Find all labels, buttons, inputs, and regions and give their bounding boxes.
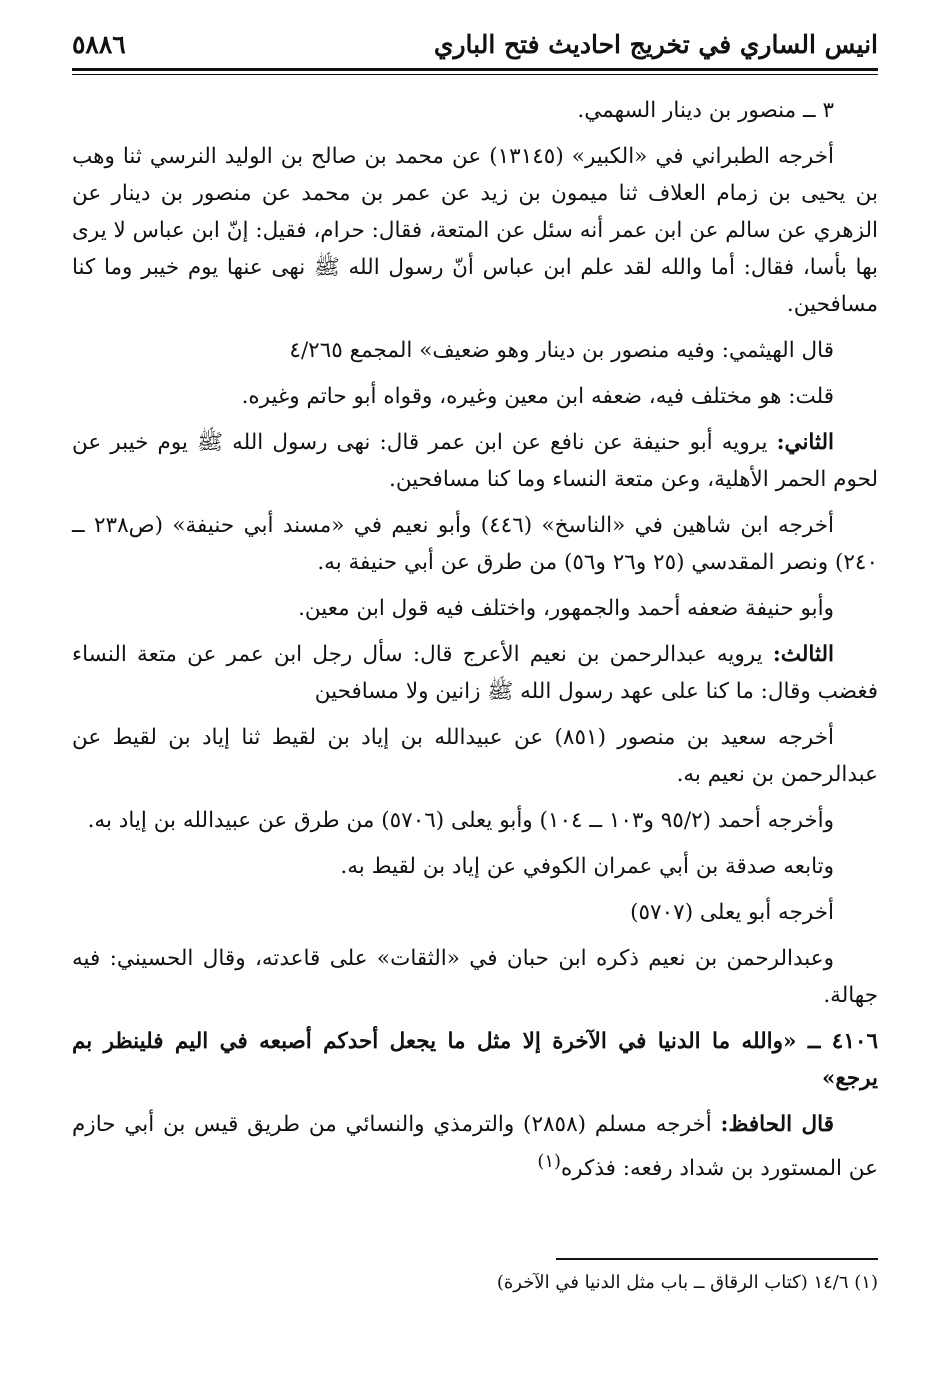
paragraph-haythami: قال الهيثمي: وفيه منصور بن دينار وهو ضعيف» المجمع ٤/٢٦٥	[289, 338, 834, 363]
paragraph-ahmad: وأخرجه أحمد (٩٥/٢ و١٠٣ ــ ١٠٤) وأبو يعلى (٥٧٠٦) من طرق عن عبيدالله بن إياد به.	[87, 808, 834, 833]
paragraph-abu-hanifa: وأبو حنيفة ضعفه أحمد والجمهور، واختلف فيه قول ابن معين.	[298, 596, 834, 621]
lead-hafiz: قال الحافظ:	[720, 1112, 834, 1137]
hadith-heading-4106: ٤١٠٦ ــ «والله ما الدنيا في الآخرة إلا مثل ما يجعل أحدكم أصبعه في اليم فلينظر بم يرجع»	[72, 1029, 878, 1091]
paragraph-abu-yala: أخرجه أبو يعلى (٥٧٠٧)	[630, 900, 834, 925]
header-rule-thin	[72, 74, 878, 75]
lead-third: الثالث:	[772, 642, 834, 667]
page-body	[72, 92, 878, 1196]
footnote-marker: (١)	[537, 1151, 562, 1172]
header-rule	[72, 68, 878, 71]
paragraph-qultu: قلت: هو مختلف فيه، ضعفه ابن معين وغيره، وقواه أبو حاتم وغيره.	[241, 384, 834, 409]
footnote-rule	[556, 1258, 878, 1260]
lead-second: الثاني:	[776, 430, 834, 455]
item-3-line: ٣ ــ منصور بن دينار السهمي.	[577, 98, 834, 123]
paragraph-sadaqa: وتابعه صدقة بن أبي عمران الكوفي عن إياد بن لقيط به.	[340, 854, 834, 879]
paragraph-abdulrahman: وعبدالرحمن بن نعيم ذكره ابن حبان في «الثقات» على قاعدته، وقال الحسيني: فيه جهالة.	[72, 946, 878, 1008]
paragraph-ibn-shahin: أخرجه ابن شاهين في «الناسخ» (٤٤٦) وأبو نعيم في «مسند أبي حنيفة» (ص٢٣٨ ــ ٢٤٠) ونصر المقدسي (٢٥ و٢٦ و٥٦) من طرق عن أبي حنيفة به.	[72, 513, 878, 575]
paragraph-tabarani: أخرجه الطبراني في «الكبير» (١٣١٤٥) عن محمد بن صالح بن الوليد النرسي ثنا وهب بن يحيى بن زمام العلاف ثنا ميمون بن زيد عن عمر بن محمد عن منصور بن دينار عن الزهري عن سالم عن ابن عمر أنه سئل عن المتعة، فقال: حرام، فقيل: إنّ ابن عباس لا يرى بها بأسا، فقال: أما والله لقد علم ابن عباس أنّ رسول الله ﷺ نهى عنها يوم خيبر وما كنا مسافحين.	[72, 144, 878, 317]
book-title: انيس الساري في تخريج احاديث فتح الباري	[433, 30, 878, 59]
page-header	[72, 28, 878, 68]
page-number: ٥٨٨٦	[72, 30, 126, 59]
paragraph-third: الثالث: يرويه عبدالرحمن بن نعيم الأعرج قال: سأل رجل ابن عمر عن متعة النساء فغضب وقال: ما كنا على عهد رسول الله ﷺ زانين ولا مسافحين	[72, 642, 878, 704]
paragraph-said: أخرجه سعيد بن منصور (٨٥١) عن عبيدالله بن إياد بن لقيط ثنا إياد بن لقيط عن عبدالرحمن بن نعيم به.	[72, 725, 878, 787]
paragraph-second: الثاني: يرويه أبو حنيفة عن نافع عن ابن عمر قال: نهى رسول الله ﷺ يوم خيبر عن لحوم الحمر الأهلية، وعن متعة النساء وما كنا مسافحين.	[72, 430, 878, 492]
paragraph-hafiz: قال الحافظ: أخرجه مسلم (٢٨٥٨) والترمذي والنسائي من طريق قيس بن أبي حازم عن المستورد بن شداد رفعه: فذكره$^{(١)}$	[72, 1112, 878, 1182]
footnote: (١) ١٤/٦ (كتاب الرقاق ــ باب مثل الدنيا في الآخرة)	[496, 1272, 878, 1293]
